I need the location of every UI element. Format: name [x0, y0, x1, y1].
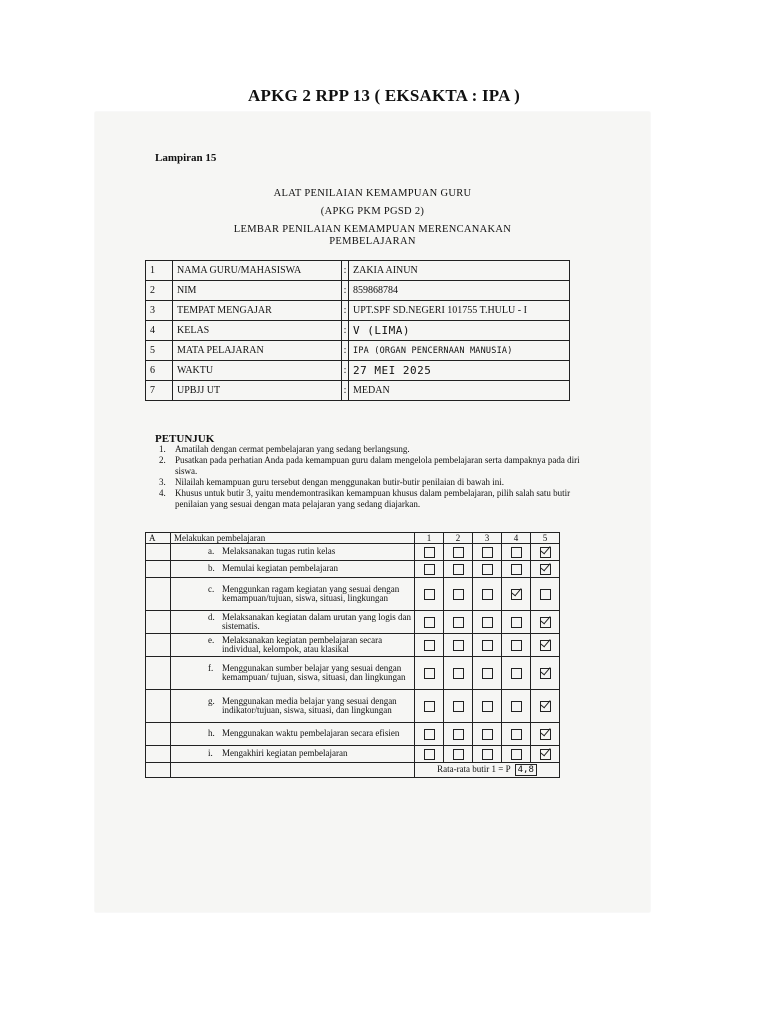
assessment-header-row — [146, 533, 560, 544]
score-cell — [444, 634, 473, 657]
assessment-item — [171, 561, 415, 578]
checkbox[interactable] — [511, 729, 522, 740]
score-cell — [531, 611, 560, 634]
item-text: Menggunakan sumber belajar yang sesuai dengan kemampuan/ tujuan, siswa, situasi, dan lingkungan — [222, 662, 406, 682]
row-spacer — [146, 544, 171, 561]
item-text: Melaksanakan tugas rutin kelas — [222, 546, 336, 557]
checkbox[interactable] — [540, 589, 551, 600]
assessment-item — [171, 723, 415, 746]
score-cell — [502, 657, 531, 690]
score-cell — [444, 611, 473, 634]
item-letter: d. — [208, 611, 215, 622]
lampiran-label: Lampiran 15 — [155, 152, 217, 164]
identity-separator: : — [342, 341, 349, 361]
identity-value: V (LIMA) — [349, 321, 570, 341]
item-letter: f. — [208, 662, 214, 673]
checkbox[interactable] — [453, 668, 464, 679]
item-letter: c. — [208, 583, 215, 594]
score-cell — [444, 561, 473, 578]
identity-number: 5 — [146, 341, 173, 361]
scanned-form — [95, 112, 650, 912]
identity-separator: : — [342, 361, 349, 381]
item-letter: e. — [208, 634, 215, 645]
checked-checkbox[interactable] — [540, 640, 551, 651]
assessment-item — [171, 657, 415, 690]
score-cell — [473, 611, 502, 634]
score-cell — [502, 746, 531, 763]
checked-checkbox[interactable] — [540, 749, 551, 760]
checkbox[interactable] — [424, 547, 435, 558]
score-cell — [415, 544, 444, 561]
checkbox[interactable] — [424, 729, 435, 740]
item-text: Melaksanakan kegiatan pembelajaran secara individual, kelompok, atau klasikal — [222, 634, 383, 654]
assessment-table — [145, 532, 560, 778]
assessment-row — [146, 690, 560, 723]
score-cell — [473, 746, 502, 763]
row-spacer — [146, 690, 171, 723]
row-spacer — [146, 611, 171, 634]
checked-checkbox[interactable] — [540, 617, 551, 628]
petunjuk-title: PETUNJUK — [155, 433, 215, 445]
identity-number: 3 — [146, 301, 173, 321]
score-cell — [415, 746, 444, 763]
score-cell — [415, 634, 444, 657]
score-cell — [502, 634, 531, 657]
assessment-row — [146, 634, 560, 657]
identity-row — [146, 261, 570, 281]
score-cell — [473, 634, 502, 657]
identity-number: 4 — [146, 321, 173, 341]
assessment-row — [146, 544, 560, 561]
identity-label: TEMPAT MENGAJAR — [173, 301, 342, 321]
petunjuk-text: Pusatkan pada perhatian Anda pada kemampuan guru dalam mengelola pembelajaran serta dampaknya pada diri siswa. — [175, 455, 580, 476]
page-title: APKG 2 RPP 13 ( EKSAKTA : IPA ) — [248, 86, 520, 105]
assessment-row — [146, 723, 560, 746]
score-cell — [531, 657, 560, 690]
score-header: 5 — [531, 533, 560, 544]
checkbox[interactable] — [453, 617, 464, 628]
score-header: 3 — [473, 533, 502, 544]
identity-number: 6 — [146, 361, 173, 381]
petunjuk-item — [159, 444, 589, 455]
row-spacer — [146, 763, 171, 778]
checkbox[interactable] — [511, 640, 522, 651]
assessment-row — [146, 657, 560, 690]
identity-number: 1 — [146, 261, 173, 281]
assessment-item — [171, 611, 415, 634]
row-spacer — [146, 657, 171, 690]
petunjuk-number: 3. — [159, 477, 166, 487]
checkbox[interactable] — [424, 749, 435, 760]
identity-row — [146, 301, 570, 321]
identity-label: KELAS — [173, 321, 342, 341]
identity-number: 2 — [146, 281, 173, 301]
score-cell — [531, 690, 560, 723]
score-cell — [415, 723, 444, 746]
identity-label: WAKTU — [173, 361, 342, 381]
average-value: 4,8 — [515, 764, 537, 776]
identity-label: NAMA GURU/MAHASISWA — [173, 261, 342, 281]
identity-row — [146, 361, 570, 381]
checkbox[interactable] — [453, 729, 464, 740]
item-text: Melaksanakan kegiatan dalam urutan yang logis dan sistematis. — [222, 611, 411, 631]
section-letter: A — [146, 533, 171, 544]
assessment-row — [146, 578, 560, 611]
score-cell — [444, 746, 473, 763]
score-cell — [531, 746, 560, 763]
checkbox[interactable] — [453, 640, 464, 651]
row-spacer — [171, 763, 415, 778]
assessment-item — [171, 578, 415, 611]
score-cell — [415, 578, 444, 611]
petunjuk-text: Nilailah kemampuan guru tersebut dengan menggunakan butir-butir penilaian di bawah ini. — [175, 477, 504, 487]
identity-separator: : — [342, 261, 349, 281]
petunjuk-number: 1. — [159, 444, 166, 454]
score-cell — [444, 690, 473, 723]
identity-value: 27 MEI 2025 — [349, 361, 570, 381]
checked-checkbox[interactable] — [540, 547, 551, 558]
checked-checkbox[interactable] — [540, 729, 551, 740]
score-cell — [502, 544, 531, 561]
identity-value: MEDAN — [349, 381, 570, 401]
identity-label: MATA PELAJARAN — [173, 341, 342, 361]
assessment-item — [171, 746, 415, 763]
assessment-row — [146, 611, 560, 634]
score-cell — [531, 561, 560, 578]
item-text: Menggunakan waktu pembelajaran secara efisien — [222, 728, 400, 739]
checkbox[interactable] — [511, 564, 522, 575]
petunjuk-list — [159, 444, 589, 510]
checkbox[interactable] — [453, 547, 464, 558]
row-spacer — [146, 723, 171, 746]
average-row — [146, 763, 560, 778]
checkbox[interactable] — [511, 668, 522, 679]
checkbox[interactable] — [424, 617, 435, 628]
item-text: Memulai kegiatan pembelajaran — [222, 563, 338, 574]
score-cell — [444, 657, 473, 690]
item-letter: g. — [208, 695, 215, 706]
score-cell — [531, 578, 560, 611]
score-cell — [473, 578, 502, 611]
header-line-4: PEMBELAJARAN — [329, 236, 416, 247]
checkbox[interactable] — [511, 617, 522, 628]
score-cell — [502, 561, 531, 578]
identity-table — [145, 260, 570, 401]
checkbox[interactable] — [511, 749, 522, 760]
section-title: Melakukan pembelajaran — [171, 533, 415, 544]
score-cell — [473, 561, 502, 578]
checkbox[interactable] — [482, 547, 493, 558]
header-line-1: ALAT PENILAIAN KEMAMPUAN GURU — [273, 188, 472, 199]
score-cell — [444, 578, 473, 611]
score-cell — [415, 611, 444, 634]
checkbox[interactable] — [482, 668, 493, 679]
identity-row — [146, 321, 570, 341]
score-cell — [473, 657, 502, 690]
item-letter: h. — [208, 728, 215, 739]
item-letter: b. — [208, 563, 215, 574]
checked-checkbox[interactable] — [540, 668, 551, 679]
item-letter: i. — [208, 748, 213, 759]
score-cell — [531, 634, 560, 657]
checkbox[interactable] — [482, 701, 493, 712]
checkbox[interactable] — [482, 564, 493, 575]
identity-value: 859868784 — [349, 281, 570, 301]
checkbox[interactable] — [424, 668, 435, 679]
item-text: Menggunakan media belajar yang sesuai dengan indikator/tujuan, siswa, situasi, dan lingkungan — [222, 695, 397, 715]
score-cell — [415, 657, 444, 690]
checked-checkbox[interactable] — [540, 701, 551, 712]
assessment-row — [146, 561, 560, 578]
item-letter: a. — [208, 546, 215, 557]
identity-separator: : — [342, 301, 349, 321]
score-cell — [415, 690, 444, 723]
checkbox[interactable] — [511, 547, 522, 558]
identity-value: UPT.SPF SD.NEGERI 101755 T.HULU - I — [349, 301, 570, 321]
petunjuk-text: Amatilah dengan cermat pembelajaran yang sedang berlangsung. — [175, 444, 410, 454]
identity-value: IPA (ORGAN PENCERNAAN MANUSIA) — [349, 341, 570, 361]
petunjuk-item — [159, 477, 589, 488]
score-cell — [473, 690, 502, 723]
header-line-3: LEMBAR PENILAIAN KEMAMPUAN MERENCANAKAN — [233, 224, 512, 235]
item-text: Menggunkan ragam kegiatan yang sesuai dengan kemampuan/tujuan, siswa, situasi, lingkungan — [222, 583, 400, 603]
checkbox[interactable] — [424, 701, 435, 712]
score-cell — [502, 578, 531, 611]
score-cell — [531, 544, 560, 561]
identity-label: UPBJJ UT — [173, 381, 342, 401]
score-cell — [473, 544, 502, 561]
identity-row — [146, 281, 570, 301]
identity-separator: : — [342, 321, 349, 341]
checked-checkbox[interactable] — [511, 589, 522, 600]
petunjuk-number: 4. — [159, 488, 166, 498]
header-line-2: (APKG PKM PGSD 2) — [320, 206, 425, 217]
item-text: Mengakhiri kegiatan pembelajaran — [222, 748, 348, 759]
identity-row — [146, 381, 570, 401]
row-spacer — [146, 634, 171, 657]
row-spacer — [146, 578, 171, 611]
score-cell — [444, 544, 473, 561]
score-cell — [502, 723, 531, 746]
petunjuk-number: 2. — [159, 455, 166, 465]
score-header: 2 — [444, 533, 473, 544]
checkbox[interactable] — [453, 749, 464, 760]
checkbox[interactable] — [482, 640, 493, 651]
assessment-item — [171, 634, 415, 657]
score-cell — [531, 723, 560, 746]
checkbox[interactable] — [424, 564, 435, 575]
checkbox[interactable] — [453, 701, 464, 712]
average-label: Rata-rata butir 1 = P — [437, 764, 511, 774]
checkbox[interactable] — [482, 729, 493, 740]
identity-row — [146, 341, 570, 361]
score-header: 4 — [502, 533, 531, 544]
petunjuk-text: Khusus untuk butir 3, yaitu mendemontrasikan kemampuan khusus dalam pembelajaran, pilih salah satu butir penilaian yang sesuai dengan mata pelajaran yang sedang diajarkan. — [175, 488, 571, 509]
checkbox[interactable] — [482, 617, 493, 628]
checkbox[interactable] — [424, 640, 435, 651]
checked-checkbox[interactable] — [540, 564, 551, 575]
identity-label: NIM — [173, 281, 342, 301]
average-cell — [415, 763, 560, 778]
checkbox[interactable] — [482, 589, 493, 600]
score-cell — [473, 723, 502, 746]
checkbox[interactable] — [511, 701, 522, 712]
checkbox[interactable] — [453, 589, 464, 600]
identity-separator: : — [342, 381, 349, 401]
checkbox[interactable] — [482, 749, 493, 760]
checkbox[interactable] — [453, 564, 464, 575]
petunjuk-item — [159, 488, 589, 510]
checkbox[interactable] — [424, 589, 435, 600]
score-cell — [415, 561, 444, 578]
row-spacer — [146, 561, 171, 578]
petunjuk-item — [159, 455, 589, 477]
assessment-item — [171, 690, 415, 723]
assessment-item — [171, 544, 415, 561]
score-header: 1 — [415, 533, 444, 544]
score-cell — [502, 690, 531, 723]
identity-number: 7 — [146, 381, 173, 401]
row-spacer — [146, 746, 171, 763]
score-cell — [502, 611, 531, 634]
assessment-row — [146, 746, 560, 763]
identity-separator: : — [342, 281, 349, 301]
score-cell — [444, 723, 473, 746]
identity-value: ZAKIA AINUN — [349, 261, 570, 281]
